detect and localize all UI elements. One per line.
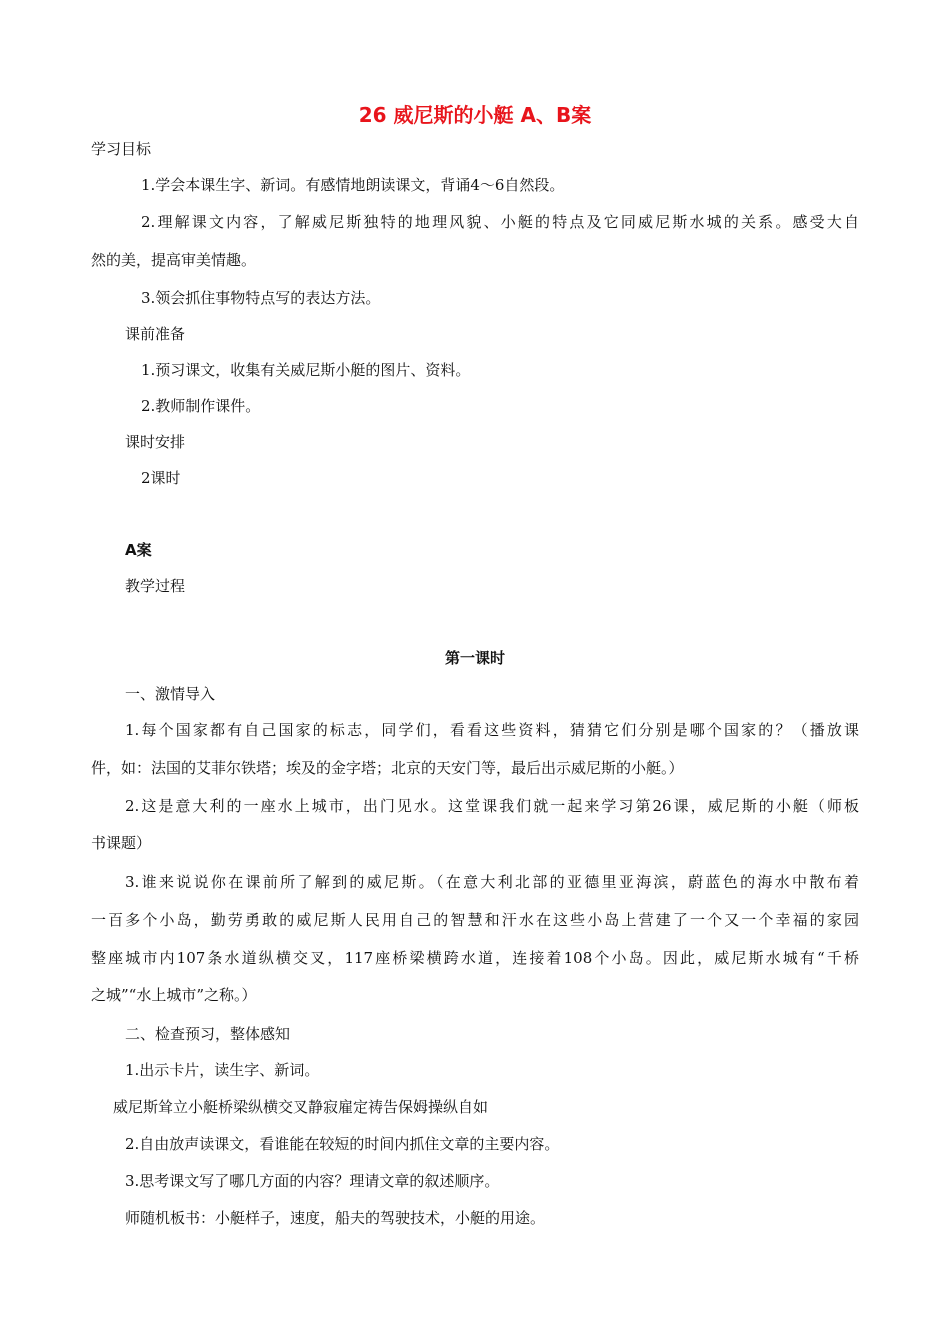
objective-item-1: 1.学会本课生字、新词。有感情地朗读课文，背诵4～6自然段。 (141, 176, 565, 194)
section-2-p3: 3.思考课文写了哪几方面的内容？理请文章的叙述顺序。 (125, 1172, 500, 1190)
section-2-heading: 二、检查预习，整体感知 (125, 1025, 291, 1043)
prep-heading: 课前准备 (125, 325, 186, 343)
section-2-p1: 1.出示卡片，读生字、新词。 (125, 1061, 320, 1079)
section-2-p4: 师随机板书：小艇样子，速度，船夫的驾驶技术，小艇的用途。 (125, 1209, 546, 1227)
section-1-p3-line-2: 一百多个小岛，勤劳勇敢的威尼斯人民用自己的智慧和汗水在这些小岛上营建了一个又一个幸福的家园 (91, 911, 859, 929)
section-1-p3-line-3: 整座城市内107条水道纵横交叉，117座桥梁横跨水道，连接着108个小岛。因此，威尼斯水城有“千桥 (91, 949, 859, 967)
section-1-p2-line-1: 2.这是意大利的一座水上城市，出门见水。这堂课我们就一起来学习第26课，威尼斯的小艇（师板 (125, 797, 859, 815)
objective-item-2-line-2: 然的美，提高审美情趣。 (91, 251, 257, 269)
objectives-heading: 学习目标 (91, 140, 152, 158)
section-1-p3-line-4: 之城”“水上城市”之称。） (91, 986, 257, 1004)
section-1-p1-line-1: 1.每个国家都有自己国家的标志，同学们，看看这些资料，猜猜它们分别是哪个国家的？（播放课 (125, 721, 859, 739)
section-1-p3-line-1: 3.谁来说说你在课前所了解到的威尼斯。（在意大利北部的亚德里亚海滨，蔚蓝色的海水中散布着 (125, 873, 859, 891)
schedule-heading: 课时安排 (125, 433, 186, 451)
lesson-1-title: 第一课时 (444, 649, 505, 667)
section-1-p1-line-2: 件，如：法国的艾菲尔铁塔；埃及的金字塔；北京的天安门等，最后出示威尼斯的小艇。） (91, 759, 684, 777)
section-2-p2: 2.自由放声读课文，看谁能在较短的时间内抓住文章的主要内容。 (125, 1135, 560, 1153)
section-1-p2-line-2: 书课题） (91, 834, 152, 852)
objective-item-3: 3.领会抓住事物特点写的表达方法。 (141, 289, 381, 307)
schedule-value: 2课时 (141, 469, 181, 487)
teaching-process-heading: 教学过程 (125, 577, 186, 595)
prep-item-1: 1.预习课文，收集有关威尼斯小艇的图片、资料。 (141, 361, 471, 379)
vocabulary-words: 威尼斯耸立小艇桥梁纵横交叉静寂雇定祷告保姆操纵自如 (113, 1098, 489, 1116)
objective-item-2-line-1: 2.理解课文内容，了解威尼斯独特的地理风貌、小艇的特点及它同威尼斯水城的关系。感受大自 (141, 213, 859, 231)
plan-a-label: A案 (125, 541, 152, 559)
section-1-heading: 一、激情导入 (125, 685, 216, 703)
prep-item-2: 2.教师制作课件。 (141, 397, 261, 415)
page-title: 26 威尼斯的小艇 A、B案 (358, 103, 592, 127)
